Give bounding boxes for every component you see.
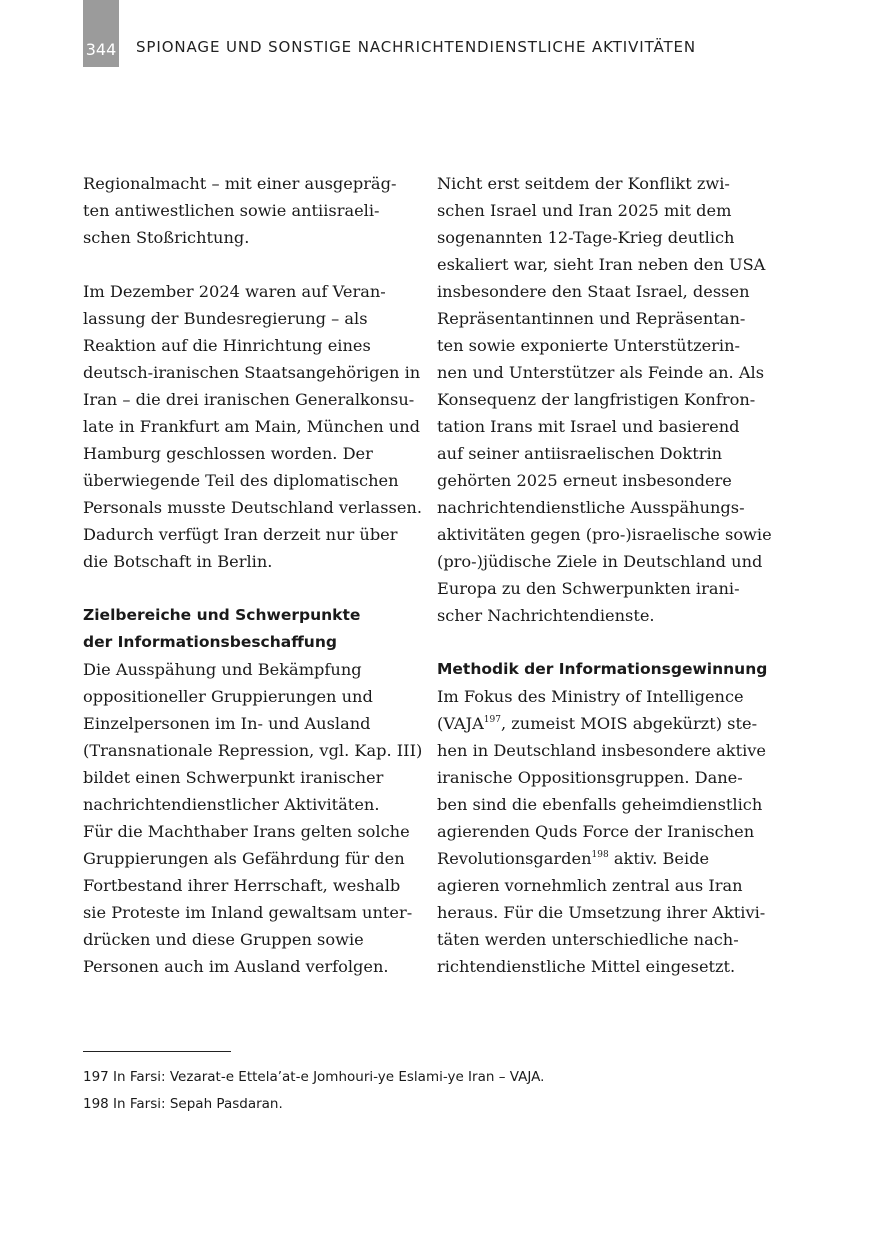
text-line: richtendienstliche Mittel eingesetzt. xyxy=(437,957,736,976)
text-line: oppositioneller Gruppierungen und xyxy=(83,687,373,706)
text-line: gehörten 2025 erneut insbesondere xyxy=(437,471,732,490)
text-line: Europa zu den Schwerpunkten irani- xyxy=(437,579,740,598)
paragraph-regionalmacht xyxy=(83,170,408,251)
text-line: nachrichtendienstliche Ausspähungs- xyxy=(437,498,745,517)
section-heading-zielbereiche xyxy=(83,602,408,656)
text-line: (pro-)jüdische Ziele in Deutschland und xyxy=(437,552,763,571)
text-line: hen in Deutschland insbesondere aktive xyxy=(437,741,766,760)
text-line: Fortbestand ihrer Herrschaft, weshalb xyxy=(83,876,401,895)
page-number: 344 xyxy=(85,40,117,59)
text-line: schen Stoßrichtung. xyxy=(83,228,250,247)
text-line: Dadurch verfügt Iran derzeit nur über xyxy=(83,525,398,544)
footnote-divider xyxy=(83,1051,231,1052)
text-line: Nicht erst seitdem der Konflikt zwi- xyxy=(437,174,730,193)
text-line: Im Dezember 2024 waren auf Veran- xyxy=(83,282,386,301)
text-line: sogenannten 12-Tage-Krieg deutlich xyxy=(437,228,735,247)
text-line: aktivitäten gegen (pro-)israelische sowie xyxy=(437,525,772,544)
text-line: Repräsentantinnen und Repräsentan- xyxy=(437,309,746,328)
text-line: bildet einen Schwerpunkt iranischer xyxy=(83,768,384,787)
footnotes xyxy=(83,1064,544,1118)
footnote-ref-197: 197 xyxy=(483,715,501,725)
heading-line: der Informationsbeschaffung xyxy=(83,633,337,651)
text-line: Personals musste Deutschland verlassen. xyxy=(83,498,422,517)
footnote-198: 198 In Farsi: Sepah Pasdaran. xyxy=(83,1096,283,1112)
text-line: Reaktion auf die Hinrichtung eines xyxy=(83,336,371,355)
text-line: überwiegende Teil des diplomatischen xyxy=(83,471,399,490)
text-line: Für die Machthaber Irans gelten solche xyxy=(83,822,410,841)
section-heading-methodik: Methodik der Informationsgewinnung xyxy=(437,660,768,678)
text-line: drücken und diese Gruppen sowie xyxy=(83,930,364,949)
text-line: sie Proteste im Inland gewaltsam unter- xyxy=(83,903,413,922)
text-line: iranische Oppositionsgruppen. Dane- xyxy=(437,768,743,787)
text-line: schen Israel und Iran 2025 mit dem xyxy=(437,201,732,220)
text-fragment: Revolutionsgarden xyxy=(437,849,592,868)
text-line: Im Fokus des Ministry of Intelligence xyxy=(437,687,744,706)
text-line: Konsequenz der langfristigen Konfron- xyxy=(437,390,756,409)
text-fragment: , zumeist MOIS abgekürzt) ste- xyxy=(500,714,758,733)
running-title: SPIONAGE UND SONSTIGE NACHRICHTENDIENSTLICHE AKTIVITÄTEN xyxy=(136,38,697,56)
text-fragment: (VAJA xyxy=(437,714,484,733)
text-line: eskaliert war, sieht Iran neben den USA xyxy=(437,255,766,274)
footnote-197: 197 In Farsi: Vezarat-e Ettela’at-e Jomhouri-ye Eslami-ye Iran – VAJA. xyxy=(83,1069,545,1085)
text-line: die Botschaft in Berlin. xyxy=(83,552,273,571)
paragraph-ministry-of-intelligence xyxy=(437,683,766,980)
left-column xyxy=(83,170,423,980)
text-line: nen und Unterstützer als Feinde an. Als xyxy=(437,363,764,382)
right-column xyxy=(437,170,772,980)
paragraph-dezember-2024 xyxy=(83,278,422,575)
text-line: ten antiwestlichen sowie antiisraeli- xyxy=(83,201,380,220)
text-line: Einzelpersonen im In- und Ausland xyxy=(83,714,371,733)
text-line xyxy=(437,710,762,737)
text-line: Hamburg geschlossen worden. Der xyxy=(83,444,373,463)
text-line: deutsch-iranischen Staatsangehörigen in xyxy=(83,363,421,382)
text-line: agierenden Quds Force der Iranischen xyxy=(437,822,755,841)
text-line: (Transnationale Repression, vgl. Kap. III) xyxy=(83,741,423,760)
text-line: lassung der Bundesregierung – als xyxy=(83,309,368,328)
text-line: Regionalmacht – mit einer ausgepräg- xyxy=(83,174,397,193)
text-line: nachrichtendienstlicher Aktivitäten. xyxy=(83,795,380,814)
text-line: insbesondere den Staat Israel, dessen xyxy=(437,282,750,301)
text-line: Iran – die drei iranischen Generalkonsu- xyxy=(83,390,415,409)
text-line: late in Frankfurt am Main, München und xyxy=(83,417,421,436)
text-line: agieren vornehmlich zentral aus Iran xyxy=(437,876,743,895)
footnote-ref-198: 198 xyxy=(591,850,609,860)
text-line: tation Irans mit Israel und basierend xyxy=(437,417,740,436)
text-line: ben sind die ebenfalls geheimdienstlich xyxy=(437,795,763,814)
page-number-box xyxy=(83,0,119,67)
text-line: täten werden unterschiedliche nach- xyxy=(437,930,739,949)
paragraph-konflikt-israel-iran xyxy=(437,170,772,629)
paragraph-ausspaehung xyxy=(83,656,423,980)
text-line: ten sowie exponierte Unterstützerin- xyxy=(437,336,740,355)
text-line: auf seiner antiisraelischen Doktrin xyxy=(437,444,723,463)
text-line: Personen auch im Ausland verfolgen. xyxy=(83,957,389,976)
text-line: Gruppierungen als Gefährdung für den xyxy=(83,849,405,868)
text-line xyxy=(437,845,762,872)
heading-line: Zielbereiche und Schwerpunkte xyxy=(83,606,361,624)
text-fragment: aktiv. Beide xyxy=(608,849,710,868)
text-line: scher Nachrichtendienste. xyxy=(437,606,655,625)
text-line: heraus. Für die Umsetzung ihrer Aktivi- xyxy=(437,903,766,922)
text-line: Die Ausspähung und Bekämpfung xyxy=(83,660,362,679)
